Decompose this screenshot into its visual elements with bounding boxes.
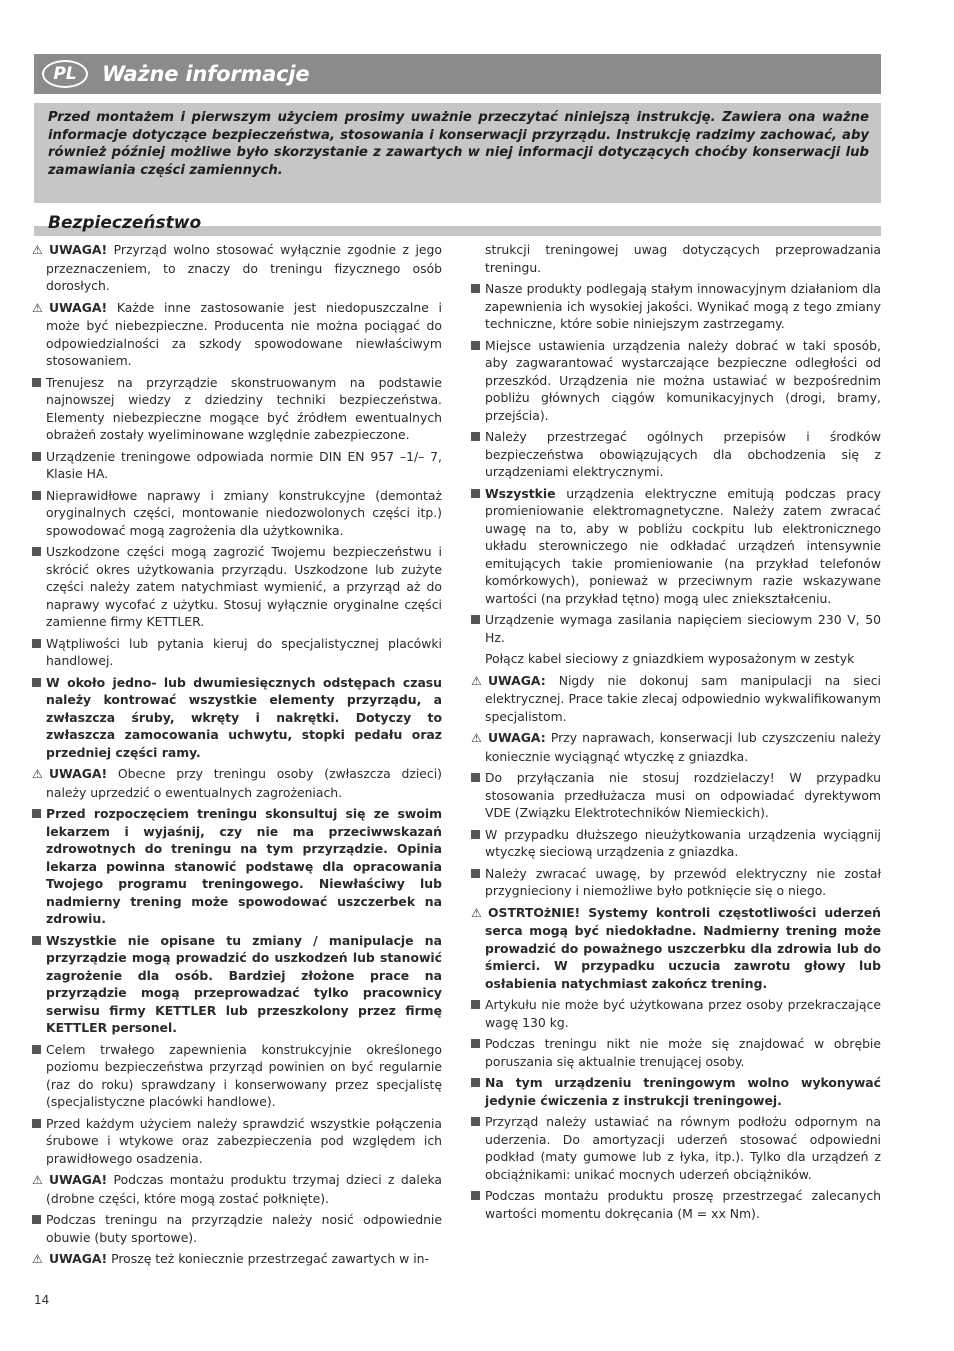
list-item: [32, 543, 442, 631]
paragraph-text: Urządzenie wymaga zasilania napięciem sieciowym 230 V, 50 Hz.: [485, 612, 881, 645]
paragraph-text: Przyrząd należy ustawiać na równym podłożu odpornym na uderzenia. Do amortyzacji uderzeń stosować odpowiedni podkład (maty gumowe lub z łyka, itp.). Tylko dla urządzeń z obciążnikami: unikać mocnych uderzeń obciążników.: [485, 1114, 881, 1182]
square-bullet-icon: [32, 1119, 41, 1128]
square-bullet-icon: [471, 1117, 480, 1126]
list-item: [471, 337, 881, 425]
paragraph-text: strukcji treningowej uwag dotyczących przeprowadzania treningu.: [485, 242, 881, 275]
paragraph-text: Nigdy nie dokonuj sam manipulacji na sieci elektrycznej. Prace takie zlecaj odpowiednio wykwalifikowanym specjalistom.: [485, 672, 881, 724]
bold-lead: Przed rozpoczęciem treningu skonsultuj się ze swoim lekarzem i wyjaśnij, czy nie ma przeciwwskazań zdrowotnych do treningu na tym przyrządzie. Opinia lekarza powinna stanowić podstawę dla opracowania Twojego programu treningowego. Niewłaściwy lub nadmierny trening może spowodować uszczerbek na zdrowiu.: [46, 806, 442, 926]
paragraph-text: Obecne przy treningu osoby (zwłaszcza dzieci) należy uprzedzić o ewentualnych zagrożeniach.: [46, 766, 442, 800]
list-item: [471, 865, 881, 900]
square-bullet-icon: [32, 378, 41, 387]
list-item: [32, 932, 442, 1037]
list-item: [471, 1074, 881, 1109]
square-bullet-icon: [32, 936, 41, 945]
square-bullet-icon: [471, 1078, 480, 1087]
bold-lead: Wszystkie nie opisane tu zmiany / manipulacje na przyrządzie mogą prowadzić do uszkodzeń lub stanowić zagrożenie dla osób. Bardziej złożone prace na przyrządzie mogą przeprowadzać tylko pracownicy serwisu firmy KETTLER lub przeszkolony przez firmę KETTLER personel.: [46, 932, 442, 1035]
paragraph-text: Nasze produkty podlegają stałym innowacyjnym działaniom dla zapewnienia ich wysokiej jakości. Wynikać mogą z tego zmiany techniczne, które sobie niniejszym zastrzegamy.: [485, 281, 881, 331]
warning-item: [471, 729, 881, 765]
square-bullet-icon: [471, 341, 480, 350]
page-number: 14: [34, 1293, 50, 1307]
bold-lead: UWAGA!: [49, 1172, 108, 1187]
warning-triangle-icon: ⚠: [32, 767, 43, 781]
bold-lead: UWAGA:: [488, 672, 546, 688]
warning-triangle-icon: ⚠: [471, 731, 482, 745]
right-column: [471, 241, 881, 1226]
continued-text: [471, 650, 881, 668]
left-column: [32, 241, 442, 1273]
warning-triangle-icon: ⚠: [471, 673, 482, 688]
warning-triangle-icon: ⚠: [32, 1252, 43, 1266]
list-item: [32, 487, 442, 540]
intro-notice: Przed montażem i pierwszym użyciem prosimy uważnie przeczytać niniejszą instrukcję. Zawiera ona ważne informacje dotyczące bezpieczeństwa, stosowania i konserwacji przyrządu. Instrukcję radzimy zachować, aby również później możliwe było skorzystanie z zawartych w niej informacji dotyczących choćby konserwacji lub zamawiania części zamiennych.: [34, 103, 881, 203]
warning-item: [32, 241, 442, 295]
list-item: [32, 374, 442, 444]
paragraph-text: Uszkodzone części mogą zagrozić Twojemu bezpieczeństwu i skrócić okres użytkowania przyrządu. Uszkodzone lub zużyte części należy zatem natychmiast wymienić, a przyrząd aż do naprawy wycofać z użytku. Stosuj wyłącznie oryginalne części zamienne firmy KETTLER.: [46, 544, 442, 629]
paragraph-text: Połącz kabel sieciowy z gniazdkiem wyposażonym w zestyk: [485, 651, 855, 666]
paragraph-text: Wątpliwości lub pytania kieruj do specjalistycznej placówki handlowej.: [46, 635, 442, 668]
list-item: [471, 1113, 881, 1183]
paragraph-text: W przypadku dłuższego nieużytkowania urządzenia wyciągnij wtyczkę sieciową urządzenia z gniazdka.: [485, 826, 881, 859]
warning-triangle-icon: ⚠: [32, 1173, 43, 1187]
paragraph-text: Przed każdym użyciem należy sprawdzić wszystkie połączenia śrubowe i wtykowe oraz zabezpieczenia pod względem ich prawidłowego osadzenia.: [46, 1115, 442, 1166]
square-bullet-icon: [32, 639, 41, 648]
bold-lead: Na tym urządzeniu treningowym wolno wykonywać jedynie ćwiczenia z instrukcji treningowej.: [485, 1075, 881, 1108]
paragraph-text: Trenujesz na przyrządzie skonstruowanym na podstawie najnowszej wiedzy z dziedziny techniki bezpieczeństwa. Elementy niebezpieczne mogące być źródłem ewentualnych obrażeń zostały wyeliminowane względnie zabezpieczone.: [46, 374, 442, 442]
list-item: [32, 448, 442, 483]
list-item: [32, 674, 442, 762]
warning-item: [471, 672, 881, 726]
paragraph-text: Do przyłączania nie stosuj rozdzielaczy! W przypadku stosowania przedłużacza musi on odpowiadać dyrektywom VDE (Związku Elektrotechników Niemieckich).: [485, 770, 881, 820]
square-bullet-icon: [471, 773, 480, 782]
square-bullet-icon: [32, 1215, 41, 1224]
square-bullet-icon: [471, 284, 480, 293]
paragraph-text: Podczas montażu produktu proszę przestrzegać zalecanych wartości momentu dokręcania (M = xx Nm).: [485, 1188, 881, 1221]
list-item: [32, 635, 442, 670]
warning-item: [471, 904, 881, 993]
paragraph-text: Nieprawidłowe naprawy i zmiany konstrukcyjne (demontaż oryginalnych części, montowanie niedozwolonych części itp.) spowodować mogą zagrożenia dla użytkownika.: [46, 487, 442, 538]
square-bullet-icon: [32, 1045, 41, 1054]
list-item: [471, 485, 881, 608]
list-item: [32, 1211, 442, 1246]
paragraph-text: Przyrząd wolno stosować wyłącznie zgodnie z jego przeznaczeniem, to znaczy do treningu fizycznego osób dorosłych.: [46, 242, 442, 293]
paragraph-text: Artykułu nie może być użytkowana przez osoby przekraczające wagę 130 kg.: [485, 997, 881, 1030]
square-bullet-icon: [471, 830, 480, 839]
warning-triangle-icon: ⚠: [471, 905, 482, 920]
list-item: [32, 1041, 442, 1111]
bold-lead: UWAGA:: [488, 730, 546, 745]
paragraph-text: Celem trwałego zapewnienia konstrukcyjnie określonego poziomu bezpieczeństwa przyrząd powinien on być regularnie (raz do roku) sprawdzany i konserwowany przez specjalistę (specjalistyczne placówki handlowe).: [46, 1041, 442, 1109]
square-bullet-icon: [32, 491, 41, 500]
bold-lead: UWAGA!: [49, 766, 108, 781]
square-bullet-icon: [471, 489, 480, 498]
continued-text: [471, 241, 881, 276]
paragraph-text: Należy zwracać uwagę, by przewód elektryczny nie został przygnieciony i niemożliwe było potknięcie się o niego.: [485, 865, 881, 898]
square-bullet-icon: [32, 809, 41, 818]
section-title: Bezpieczeństwo: [34, 212, 881, 236]
square-bullet-icon: [471, 869, 480, 878]
warning-triangle-icon: ⚠: [32, 300, 43, 315]
bold-lead: UWAGA!: [49, 299, 108, 315]
list-item: [471, 1035, 881, 1070]
square-bullet-icon: [471, 615, 480, 624]
paragraph-text: Miejsce ustawienia urządzenia należy dobrać w taki sposób, aby zagwarantować wystarczające bezpieczne odległości od przeszkód. Urządzenia nie można ustawiać w bezpośrednim pobliżu głównych ciągów komunikacyjnych (drogi, bramy, przejścia).: [485, 337, 881, 423]
paragraph-text: urządzenia elektryczne emitują podczas pracy promieniowanie elektromagnetyczne. Należy zatem zwracać uwagę na to, aby w pobliżu cockpitu lub elektronicznego układu sterowniczego nie odkładać urządzeń intensywnie emitujących takie promieniowanie (na przykład telefonów komórkowych), ponieważ w przeciwnym razie wskazywane wartości (na przykład tętno) mogą ulec zniekształceniu.: [485, 485, 881, 606]
square-bullet-icon: [32, 678, 41, 687]
warning-item: [32, 1171, 442, 1207]
warning-triangle-icon: ⚠: [32, 243, 43, 257]
square-bullet-icon: [32, 452, 41, 461]
list-item: [32, 1115, 442, 1168]
square-bullet-icon: [471, 1039, 480, 1048]
paragraph-text: Należy przestrzegać ogólnych przepisów i środków bezpieczeństwa obowiązujących dla obchodzenia się z urządzeniami elektrycznymi.: [485, 429, 881, 479]
list-item: [471, 769, 881, 822]
bold-lead: UWAGA!: [49, 1251, 108, 1266]
list-item: [471, 826, 881, 861]
paragraph-text: Proszę też koniecznie przestrzegać zawartych w in-: [107, 1251, 430, 1266]
list-item: [32, 805, 442, 928]
list-item: [471, 280, 881, 333]
page-title: Ważne informacje: [102, 62, 310, 86]
list-item: [471, 996, 881, 1031]
paragraph-text: Podczas montażu produktu trzymaj dzieci z daleka (drobne części, które mogą zostać połknięte).: [46, 1172, 442, 1206]
square-bullet-icon: [471, 432, 480, 441]
paragraph-text: Podczas treningu nikt nie może się znajdować w obrębie poruszania się aktualnie trenującej osoby.: [485, 1036, 881, 1069]
paragraph-text: Każde inne zastosowanie jest niedopuszczalne i może być niebezpieczne. Producenta nie można pociągać do odpowiedzialności za szkody spowodowane niewłaściwym stosowaniem.: [46, 299, 442, 368]
paragraph-text: Przy naprawach, konserwacji lub czyszczeniu należy koniecznie wyciągnąć wtyczkę z gniazdka.: [485, 730, 881, 764]
square-bullet-icon: [32, 547, 41, 556]
list-item: [471, 611, 881, 646]
paragraph-text: Urządzenie treningowe odpowiada normie DIN EN 957 –1/– 7, Klasie HA.: [46, 448, 442, 481]
square-bullet-icon: [471, 1000, 480, 1009]
warning-item: [32, 1250, 442, 1269]
square-bullet-icon: [471, 1191, 480, 1200]
paragraph-text: Podczas treningu na przyrządzie należy nosić odpowiednie obuwie (buty sportowe).: [46, 1212, 442, 1245]
header-bar: [34, 54, 881, 94]
bold-lead: UWAGA!: [49, 242, 108, 257]
warning-item: [32, 765, 442, 801]
list-item: [471, 428, 881, 481]
list-item: [471, 1187, 881, 1222]
warning-item: [32, 299, 442, 370]
bold-lead: W około jedno- lub dwumiesięcznych odstępach czasu należy kontrować wszystkie elementy przyrządu, a zwłaszcza śruby, wkręty i nakrętki. Dotyczy to zwłaszcza zamocowania uchwytu, stopki pedału oraz przedniej części ramy.: [46, 674, 442, 760]
bold-lead: Wszystkie: [485, 485, 556, 501]
language-badge: PL: [42, 60, 88, 88]
bold-lead: OSTRTOżNIE! Systemy kontroli częstotliwości uderzeń serca mogą być niedokładne. Nadmierny trening może prowadzić do poważnego uszczerbku dla zdrowia lub do śmierci. W przypadku uczucia zawrotu głowy lub osłabienia natychmiast zakończ trening.: [485, 904, 881, 991]
